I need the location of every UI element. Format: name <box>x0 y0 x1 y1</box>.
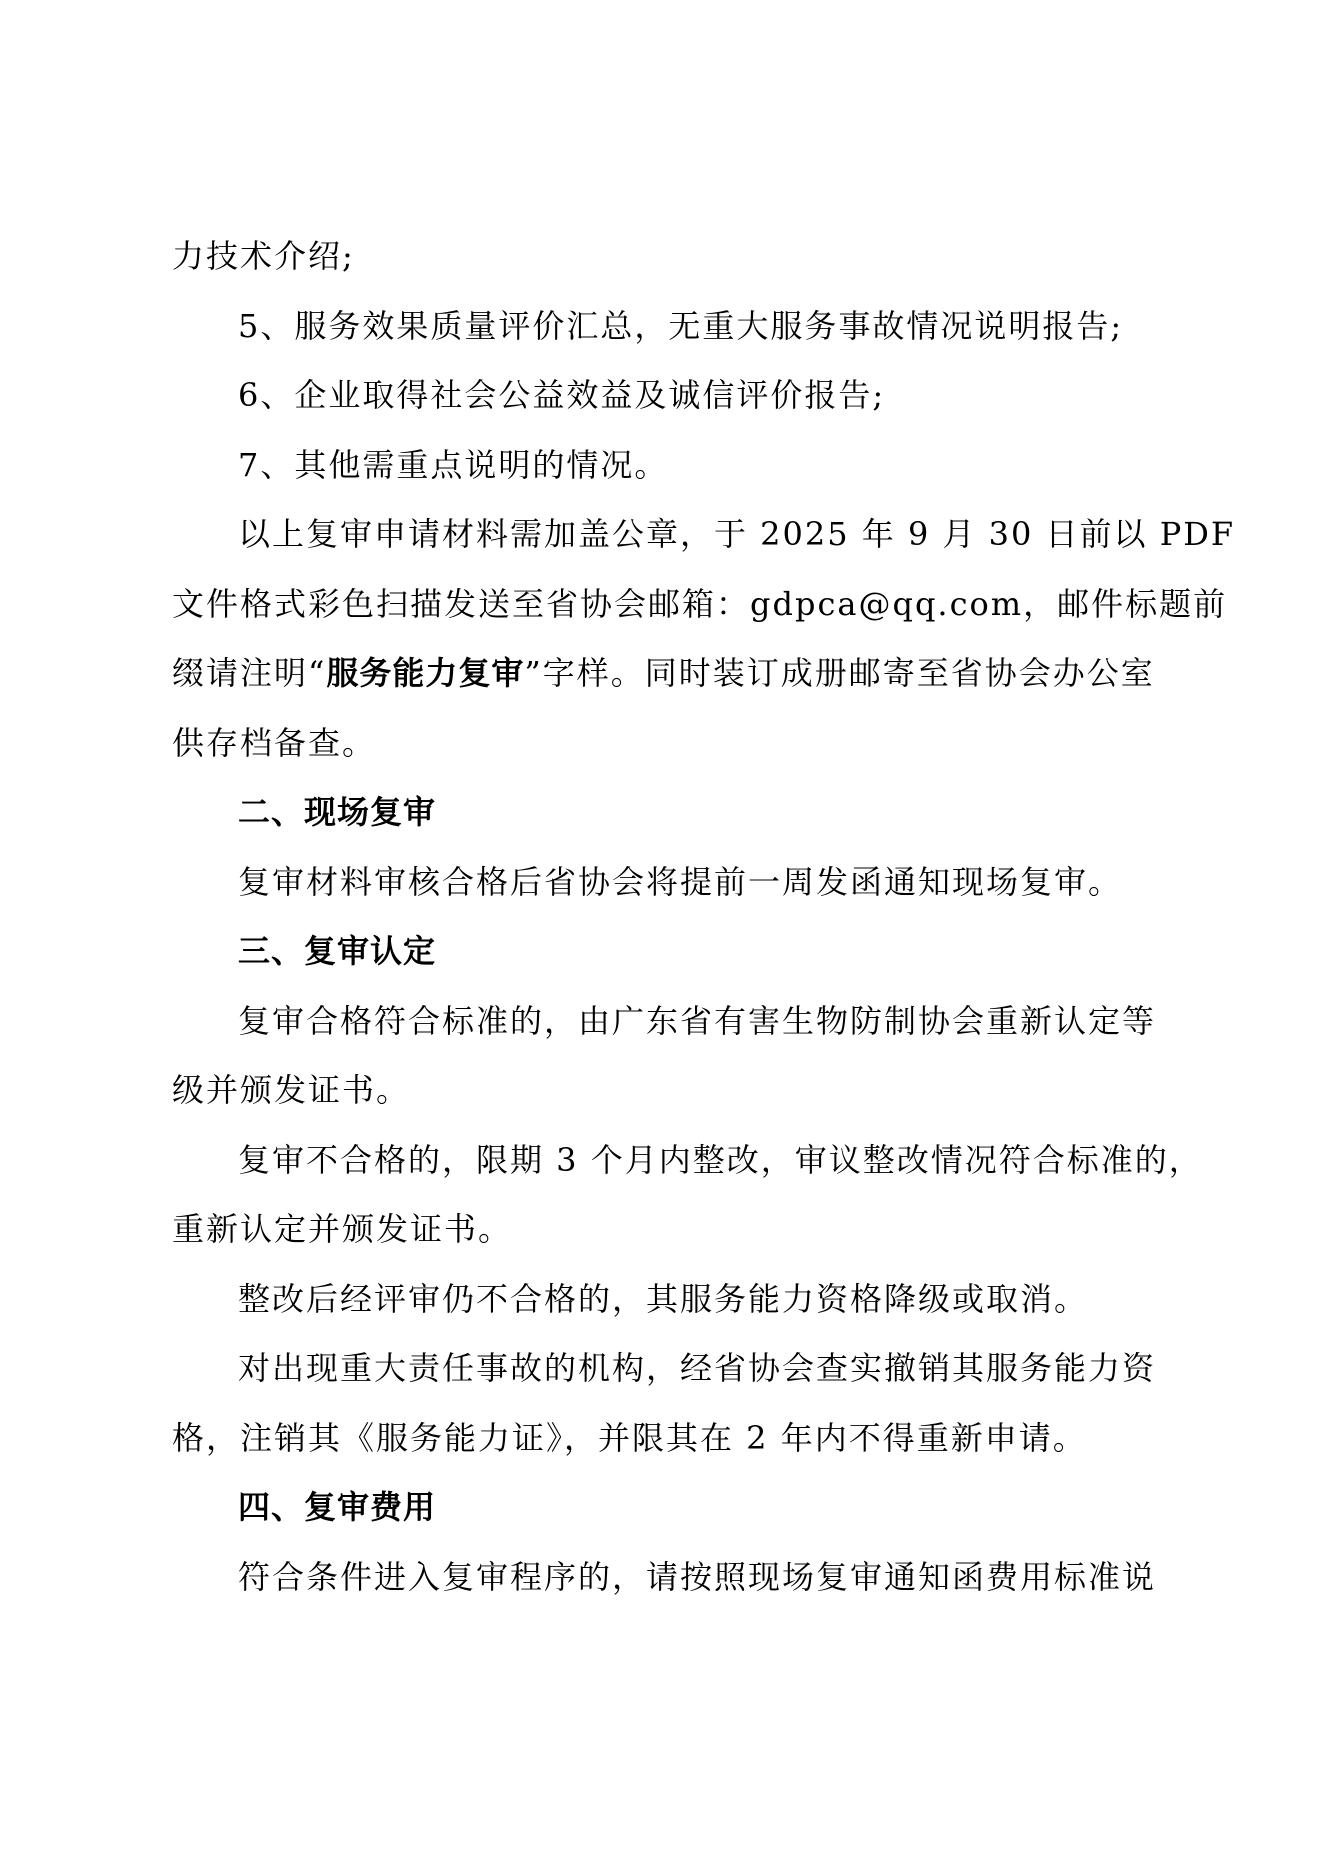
text-line <box>172 639 1155 709</box>
text-line: 复审合格符合标准的，由广东省有害生物防制协会重新认定等 <box>238 1001 1157 1040</box>
text-line: 整改后经评审仍不合格的，其服务能力资格降级或取消。 <box>238 1279 1089 1318</box>
text-line: 供存档备查。 <box>172 723 377 762</box>
section-heading-4: 四、复审费用 <box>238 1488 437 1526</box>
text-line: 文件格式彩色扫描发送至省协会邮箱：gdpca@qq.com，邮件标题前 <box>172 584 1228 623</box>
section-heading-2: 二、现场复审 <box>238 793 437 831</box>
list-item-5: 5、服务效果质量评价汇总，无重大服务事故情况说明报告; <box>238 306 1124 345</box>
section-heading-3: 三、复审认定 <box>238 932 437 970</box>
text-line: 复审不合格的，限期 3 个月内整改，审议整改情况符合标准的， <box>238 1140 1203 1179</box>
text-line: 力技术介绍; <box>172 237 355 275</box>
text-line: 以上复审申请材料需加盖公章，于 2025 年 9 月 30 日前以 PDF <box>238 515 1236 553</box>
text-fragment: 缀请注明“ <box>172 654 327 692</box>
text-line: 级并颁发证书。 <box>172 1071 411 1109</box>
text-line: 重新认定并颁发证书。 <box>172 1210 513 1248</box>
document-body <box>172 222 1236 1612</box>
text-line: 格，注销其《服务能力证》，并限其在 2 年内不得重新申请。 <box>172 1418 1087 1457</box>
text-line: 复审材料审核合格后省协会将提前一周发函通知现场复审。 <box>238 862 1123 901</box>
text-fragment: ”字样。同时装订成册邮寄至省协会办公室 <box>524 654 1155 692</box>
list-item-7: 7、其他需重点说明的情况。 <box>238 445 669 484</box>
text-line: 对出现重大责任事故的机构，经省协会查实撤销其服务能力资 <box>238 1349 1157 1387</box>
list-item-6: 6、企业取得社会公益效益及诚信评价报告; <box>238 376 886 414</box>
text-line: 符合条件进入复审程序的，请按照现场复审通知函费用标准说 <box>238 1557 1157 1596</box>
emphasis-text: 服务能力复审 <box>326 654 525 692</box>
